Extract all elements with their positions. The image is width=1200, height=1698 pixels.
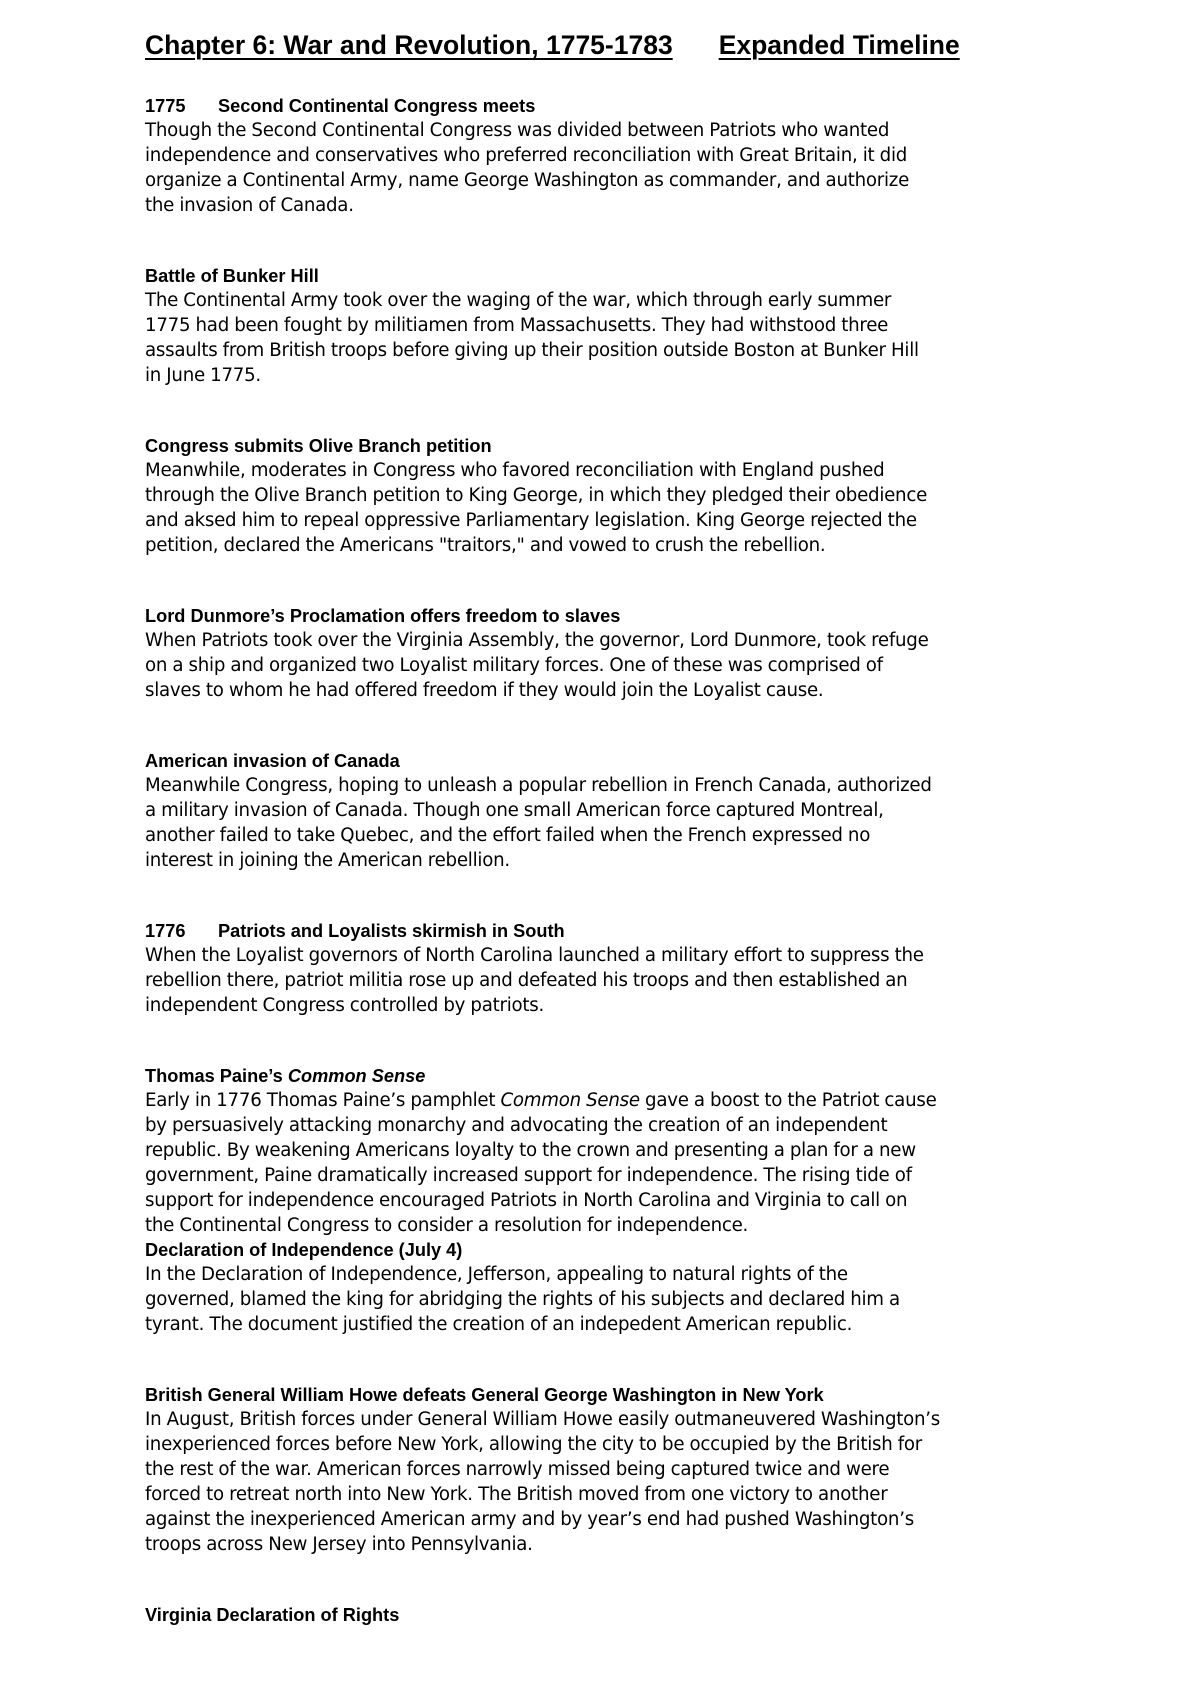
entry-line: in June 1775.: [145, 365, 261, 386]
entry-title: Second Continental Congress meets: [218, 96, 536, 116]
entry-line: organize a Continental Army, name George Washington as commander, and authorize: [145, 170, 910, 191]
timeline-label: Expanded Timeline: [718, 30, 960, 60]
entry-title: American invasion of Canada: [145, 751, 400, 771]
timeline-entry: [145, 1383, 1095, 1557]
entry-line: Though the Second Continental Congress was divided between Patriots who wanted: [145, 120, 890, 141]
entry-title: Thomas Paine’s: [145, 1066, 288, 1086]
entry-heading: [145, 1603, 1095, 1627]
chapter-title: Chapter 6: War and Revolution, 1775-1783: [145, 30, 673, 60]
entry-heading: [145, 94, 1095, 118]
entry-line: [145, 1088, 1095, 1113]
timeline-entry: [145, 1064, 1095, 1238]
entry-heading: [145, 919, 1095, 943]
entry-line: by persuasively attacking monarchy and advocating the creation of an independent: [145, 1115, 888, 1136]
entry-line: another failed to take Quebec, and the effort failed when the French expressed no: [145, 825, 871, 846]
entry-line: Meanwhile Congress, hoping to unleash a popular rebellion in French Canada, authorized: [145, 775, 932, 796]
entry-line: assaults from British troops before giving up their position outside Boston at Bunker Hill: [145, 340, 919, 361]
entry-line: In the Declaration of Independence, Jefferson, appealing to natural rights of the: [145, 1264, 848, 1285]
timeline-entry: [145, 434, 1095, 558]
entry-line: republic. By weakening Americans loyalty to the crown and presenting a plan for a new: [145, 1140, 916, 1161]
entry-title-italic: Common Sense: [287, 1066, 426, 1086]
entry-line: forced to retreat north into New York. The British moved from one victory to another: [145, 1484, 888, 1505]
entry-title: Lord Dunmore’s Proclamation offers freedom to slaves: [145, 606, 621, 626]
document-page: [145, 28, 1095, 1627]
entry-line: support for independence encouraged Patriots in North Carolina and Virginia to call on: [145, 1190, 908, 1211]
entry-heading: [145, 434, 1095, 458]
entry-body: [145, 458, 1095, 558]
entry-title: British General William Howe defeats General George Washington in New York: [145, 1385, 824, 1405]
entry-line-italic: Common Sense: [500, 1090, 640, 1111]
entry-line: independent Congress controlled by patriots.: [145, 995, 545, 1016]
entry-heading: [145, 264, 1095, 288]
entry-heading: [145, 1064, 1095, 1088]
timeline-entry: [145, 264, 1095, 388]
entry-line: inexperienced forces before New York, allowing the city to be occupied by the British for: [145, 1434, 923, 1455]
entry-line: on a ship and organized two Loyalist military forces. One of these was comprised of: [145, 655, 883, 676]
entry-body: [145, 943, 1095, 1018]
entry-heading: [145, 604, 1095, 628]
entry-line-text: Early in 1776 Thomas Paine’s pamphlet: [145, 1090, 501, 1111]
entry-line: the rest of the war. American forces narrowly missed being captured twice and were: [145, 1459, 890, 1480]
entry-line: through the Olive Branch petition to King George, in which they pledged their obedience: [145, 485, 928, 506]
entry-line: troops across New Jersey into Pennsylvania.: [145, 1534, 533, 1555]
entry-line: independence and conservatives who preferred reconciliation with Great Britain, it did: [145, 145, 908, 166]
timeline-entry: [145, 1238, 1095, 1337]
entry-line: the invasion of Canada.: [145, 195, 354, 216]
entry-line: Meanwhile, moderates in Congress who favored reconciliation with England pushed: [145, 460, 885, 481]
timeline-entry: [145, 749, 1095, 873]
entry-body: [145, 288, 1095, 388]
timeline-entry: [145, 919, 1095, 1018]
entry-line: against the inexperienced American army and by year’s end had pushed Washington’s: [145, 1509, 914, 1530]
entry-year: 1775: [145, 96, 186, 116]
entry-body: [145, 773, 1095, 873]
document-title: [145, 28, 1095, 62]
entry-title: Virginia Declaration of Rights: [145, 1605, 400, 1625]
timeline-entry: [145, 604, 1095, 703]
entry-line: When Patriots took over the Virginia Assembly, the governor, Lord Dunmore, took refuge: [145, 630, 929, 651]
entry-line: government, Paine dramatically increased support for independence. The rising tide of: [145, 1165, 912, 1186]
entry-title: Declaration of Independence (July 4): [145, 1240, 463, 1260]
entry-body: [145, 1407, 1095, 1557]
entry-line: tyrant. The document justified the creation of an indepedent American republic.: [145, 1314, 853, 1335]
entry-heading: [145, 749, 1095, 773]
timeline-entries: [145, 94, 1095, 1627]
entry-body: [145, 1088, 1095, 1238]
entry-body: [145, 628, 1095, 703]
entry-line: and aksed him to repeal oppressive Parliamentary legislation. King George rejected the: [145, 510, 917, 531]
entry-line: 1775 had been fought by militiamen from Massachusetts. They had withstood three: [145, 315, 889, 336]
entry-title: Battle of Bunker Hill: [145, 266, 319, 286]
entry-line-text: gave a boost to the Patriot cause: [639, 1090, 937, 1111]
entry-line: the Continental Congress to consider a resolution for independence.: [145, 1215, 749, 1236]
entry-line: governed, blamed the king for abridging the rights of his subjects and declared him a: [145, 1289, 900, 1310]
entry-line: a military invasion of Canada. Though one small American force captured Montreal,: [145, 800, 884, 821]
entry-body: [145, 118, 1095, 218]
entry-body: [145, 1262, 1095, 1337]
entry-line: rebellion there, patriot militia rose up and defeated his troops and then established an: [145, 970, 908, 991]
entry-year: 1776: [145, 921, 186, 941]
entry-line: In August, British forces under General William Howe easily outmaneuvered Washington’s: [145, 1409, 941, 1430]
entry-line: petition, declared the Americans "traitors," and vowed to crush the rebellion.: [145, 535, 826, 556]
entry-heading: [145, 1238, 1095, 1262]
entry-line: slaves to whom he had offered freedom if they would join the Loyalist cause.: [145, 680, 824, 701]
entry-title: Patriots and Loyalists skirmish in South: [218, 921, 565, 941]
timeline-entry: [145, 1603, 1095, 1627]
timeline-entry: [145, 94, 1095, 218]
entry-line: When the Loyalist governors of North Carolina launched a military effort to suppress the: [145, 945, 924, 966]
entry-heading: [145, 1383, 1095, 1407]
entry-line: The Continental Army took over the waging of the war, which through early summer: [145, 290, 892, 311]
entry-title: Congress submits Olive Branch petition: [145, 436, 492, 456]
entry-line: interest in joining the American rebellion.: [145, 850, 510, 871]
